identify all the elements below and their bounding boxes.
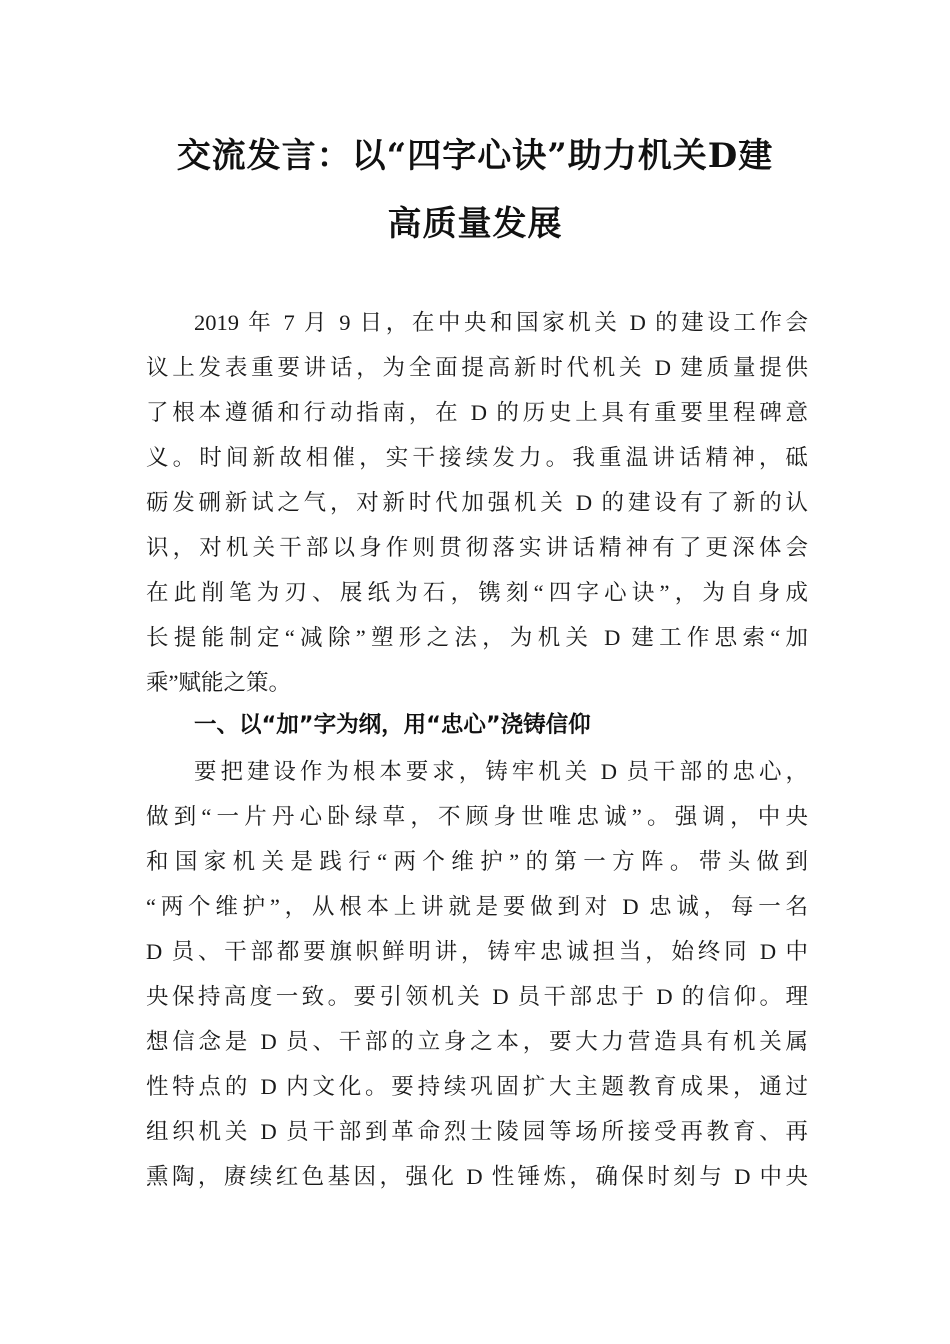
text-line: 识，对机关干部以身作则贯彻落实讲话精神有了更深体会 bbox=[146, 535, 808, 560]
text-line: 性特点的 D 内文化。要持续巩固扩大主题教育成果，通过 bbox=[146, 1074, 808, 1099]
text-line: 在此削笔为刃、展纸为石，镌刻“四字心诀”，为自身成 bbox=[146, 580, 808, 605]
text-line: 议上发表重要讲话，为全面提高新时代机关 D 建质量提供 bbox=[146, 355, 808, 380]
text-line: 组织机关 D 员干部到革命烈士陵园等场所接受再教育、再 bbox=[146, 1119, 808, 1144]
text-line: 央保持高度一致。要引领机关 D 员干部忠于 D 的信仰。理 bbox=[146, 984, 808, 1009]
document-title-line-1: 交流发言：以“四字心诀”助力机关D建 bbox=[176, 136, 774, 176]
section-heading: 一、以“加”字为纲，用“忠心”浇铸信仰 bbox=[194, 712, 591, 738]
text-line: 砺发硎新试之气，对新时代加强机关 D 的建设有了新的认 bbox=[146, 490, 808, 515]
text-line: “两个维护”，从根本上讲就是要做到对 D 忠诚，每一名 bbox=[146, 894, 808, 919]
text-line: 了根本遵循和行动指南，在 D 的历史上具有重要里程碑意 bbox=[146, 400, 808, 425]
text-line: 2019 年 7 月 9 日，在中央和国家机关 D 的建设工作会 bbox=[194, 310, 808, 335]
text-line: 义。时间新故相催，实干接续发力。我重温讲话精神，砥 bbox=[146, 445, 808, 470]
text-line: 和国家机关是践行“两个维护”的第一方阵。带头做到 bbox=[146, 849, 808, 874]
text-line: 乘”赋能之策。 bbox=[146, 670, 291, 695]
text-line: 想信念是 D 员、干部的立身之本，要大力营造具有机关属 bbox=[146, 1029, 808, 1054]
text-line: 做到“一片丹心卧绿草，不顾身世唯忠诚”。强调，中央 bbox=[146, 804, 808, 829]
document-title-line-2: 高质量发展 bbox=[387, 204, 563, 244]
text-line: D 员、干部都要旗帜鲜明讲，铸牢忠诚担当，始终同 D 中 bbox=[146, 939, 808, 964]
text-line: 长提能制定“减除”塑形之法，为机关 D 建工作思索“加 bbox=[146, 625, 808, 650]
text-line: 要把建设作为根本要求，铸牢机关 D 员干部的忠心， bbox=[194, 759, 808, 784]
text-line: 熏陶，赓续红色基因，强化 D 性锤炼，确保时刻与 D 中央 bbox=[146, 1164, 808, 1189]
